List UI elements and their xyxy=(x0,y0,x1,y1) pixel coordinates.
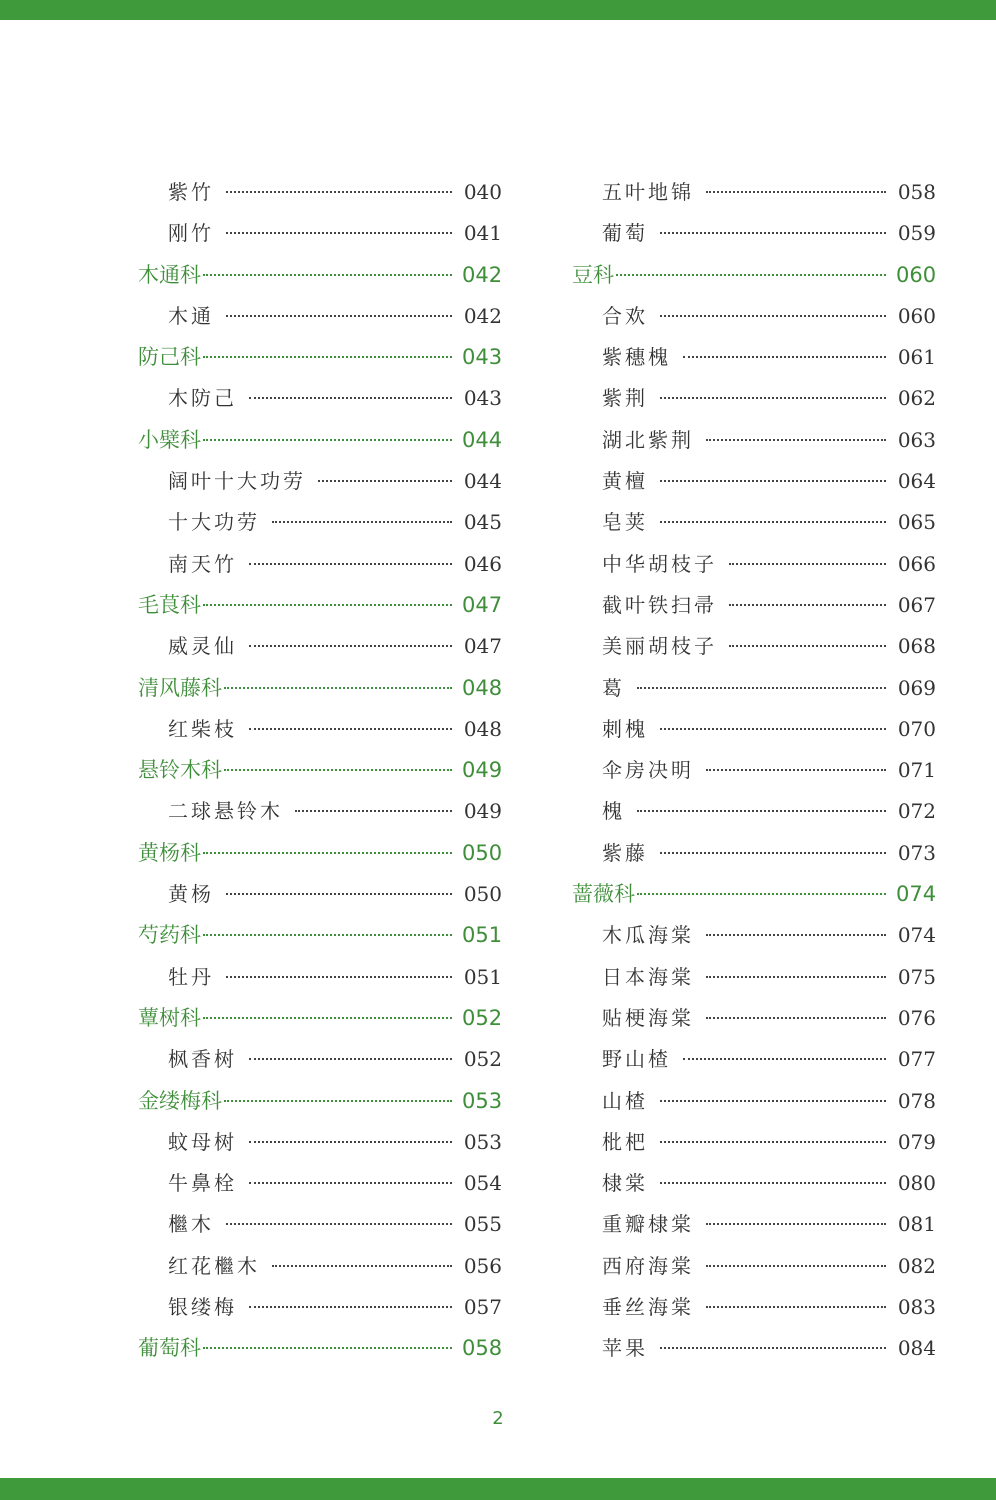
dot-leader xyxy=(203,934,452,936)
entry-page-number: 048 xyxy=(463,716,502,741)
toc-plant-entry[interactable] xyxy=(572,420,936,461)
dot-leader xyxy=(660,480,886,482)
entry-name: 清风藤科 xyxy=(138,675,222,700)
toc-plant-entry[interactable] xyxy=(138,1163,502,1204)
entry-page-number: 049 xyxy=(462,758,503,783)
toc-plant-entry[interactable] xyxy=(138,874,502,915)
toc-family-entry[interactable] xyxy=(138,1081,502,1122)
entry-name: 紫穗槐 xyxy=(602,345,671,370)
dot-leader xyxy=(203,1347,452,1349)
dot-leader xyxy=(706,934,886,936)
entry-page-number: 065 xyxy=(897,510,936,535)
entry-name: 截叶铁扫帚 xyxy=(602,592,717,617)
entry-page-number: 051 xyxy=(463,964,502,989)
dot-leader xyxy=(683,1058,886,1060)
toc-plant-entry[interactable] xyxy=(138,1039,502,1080)
toc-plant-entry[interactable] xyxy=(572,1204,936,1245)
entry-name: 牛鼻栓 xyxy=(168,1171,237,1196)
entry-name: 苹果 xyxy=(602,1336,648,1361)
toc-family-entry[interactable] xyxy=(138,998,502,1039)
top-green-bar xyxy=(0,0,996,20)
dot-leader xyxy=(660,521,886,523)
dot-leader xyxy=(224,769,452,771)
entry-page-number: 057 xyxy=(463,1295,502,1320)
entry-name: 芍药科 xyxy=(138,923,201,948)
entry-page-number: 079 xyxy=(897,1129,936,1154)
entry-name: 伞房决明 xyxy=(602,758,694,783)
entry-name: 檵木 xyxy=(168,1212,214,1237)
entry-name: 蔷薇科 xyxy=(572,882,635,907)
entry-page-number: 048 xyxy=(462,675,503,700)
entry-page-number: 076 xyxy=(897,1005,936,1030)
dot-leader xyxy=(729,604,886,606)
entry-page-number: 071 xyxy=(897,758,936,783)
entry-name: 黄杨 xyxy=(168,882,214,907)
entry-name: 枫香树 xyxy=(168,1047,237,1072)
dot-leader xyxy=(706,1223,886,1225)
toc-plant-entry[interactable] xyxy=(138,626,502,667)
entry-page-number: 041 xyxy=(463,221,502,246)
entry-name: 葛 xyxy=(602,675,625,700)
dot-leader xyxy=(272,1265,452,1267)
entry-page-number: 078 xyxy=(897,1088,936,1113)
dot-leader xyxy=(729,645,886,647)
entry-name: 重瓣棣棠 xyxy=(602,1212,694,1237)
toc-plant-entry[interactable] xyxy=(138,957,502,998)
entry-name: 蕈树科 xyxy=(138,1005,201,1030)
dot-leader xyxy=(729,563,886,565)
entry-name: 木防己 xyxy=(168,386,237,411)
dot-leader xyxy=(660,852,886,854)
toc-plant-entry[interactable] xyxy=(572,833,936,874)
entry-page-number: 081 xyxy=(897,1212,936,1237)
entry-page-number: 047 xyxy=(463,634,502,659)
dot-leader xyxy=(203,1017,452,1019)
dot-leader xyxy=(249,728,452,730)
toc-plant-entry[interactable] xyxy=(572,1039,936,1080)
dot-leader xyxy=(203,604,452,606)
toc-plant-entry[interactable] xyxy=(138,502,502,543)
dot-leader xyxy=(660,728,886,730)
entry-name: 皂荚 xyxy=(602,510,648,535)
toc-plant-entry[interactable] xyxy=(138,709,502,750)
dot-leader xyxy=(226,1223,452,1225)
toc-plant-entry[interactable] xyxy=(138,1204,502,1245)
dot-leader xyxy=(637,893,886,895)
entry-name: 槐 xyxy=(602,799,625,824)
dot-leader xyxy=(226,893,452,895)
entry-name: 悬铃木科 xyxy=(138,758,222,783)
entry-name: 金缕梅科 xyxy=(138,1088,222,1113)
dot-leader xyxy=(660,1182,886,1184)
entry-page-number: 051 xyxy=(462,923,503,948)
toc-family-entry[interactable] xyxy=(572,255,936,296)
entry-name: 威灵仙 xyxy=(168,634,237,659)
toc-plant-entry[interactable] xyxy=(572,585,936,626)
toc-plant-entry[interactable] xyxy=(138,213,502,254)
entry-name: 美丽胡枝子 xyxy=(602,634,717,659)
dot-leader xyxy=(660,1100,886,1102)
entry-page-number: 044 xyxy=(463,469,502,494)
entry-name: 枇杷 xyxy=(602,1129,648,1154)
dot-leader xyxy=(683,356,886,358)
toc-plant-entry[interactable] xyxy=(572,1328,936,1369)
toc-plant-entry[interactable] xyxy=(572,378,936,419)
toc-plant-entry[interactable] xyxy=(138,1287,502,1328)
entry-page-number: 084 xyxy=(897,1336,936,1361)
entry-page-number: 080 xyxy=(897,1171,936,1196)
entry-name: 十大功劳 xyxy=(168,510,260,535)
entry-name: 野山楂 xyxy=(602,1047,671,1072)
entry-page-number: 083 xyxy=(897,1295,936,1320)
entry-name: 棣棠 xyxy=(602,1171,648,1196)
entry-name: 刺槐 xyxy=(602,716,648,741)
entry-name: 二球悬铃木 xyxy=(168,799,283,824)
entry-page-number: 061 xyxy=(897,345,936,370)
entry-page-number: 052 xyxy=(463,1047,502,1072)
toc-family-entry[interactable] xyxy=(138,668,502,709)
toc-plant-entry[interactable] xyxy=(572,709,936,750)
entry-name: 蚊母树 xyxy=(168,1129,237,1154)
toc-plant-entry[interactable] xyxy=(138,461,502,502)
toc-plant-entry[interactable] xyxy=(572,544,936,585)
bottom-green-bar xyxy=(0,1478,996,1500)
dot-leader xyxy=(226,191,452,193)
toc-family-entry[interactable] xyxy=(138,915,502,956)
entry-page-number: 047 xyxy=(462,592,503,617)
entry-page-number: 052 xyxy=(462,1005,503,1030)
entry-page-number: 053 xyxy=(462,1088,503,1113)
dot-leader xyxy=(706,1265,886,1267)
entry-name: 南天竹 xyxy=(168,551,237,576)
page-number: 2 xyxy=(492,1408,504,1429)
entry-name: 木通科 xyxy=(138,262,201,287)
entry-name: 牡丹 xyxy=(168,964,214,989)
toc-plant-entry[interactable] xyxy=(572,998,936,1039)
toc-plant-entry[interactable] xyxy=(572,1081,936,1122)
entry-page-number: 050 xyxy=(463,882,502,907)
dot-leader xyxy=(203,852,452,854)
entry-page-number: 063 xyxy=(897,427,936,452)
toc-plant-entry[interactable] xyxy=(572,750,936,791)
toc-family-entry[interactable] xyxy=(138,585,502,626)
entry-page-number: 074 xyxy=(896,882,937,907)
toc-family-entry[interactable] xyxy=(138,1328,502,1369)
dot-leader xyxy=(249,1141,452,1143)
dot-leader xyxy=(203,274,452,276)
toc-plant-entry[interactable] xyxy=(572,337,936,378)
entry-name: 黄杨科 xyxy=(138,840,201,865)
entry-page-number: 082 xyxy=(897,1253,936,1278)
dot-leader xyxy=(706,191,886,193)
toc-plant-entry[interactable] xyxy=(138,1246,502,1287)
dot-leader xyxy=(203,439,452,441)
entry-name: 黄檀 xyxy=(602,469,648,494)
dot-leader xyxy=(249,645,452,647)
dot-leader xyxy=(660,1141,886,1143)
dot-leader xyxy=(272,521,452,523)
toc-plant-entry[interactable] xyxy=(572,461,936,502)
toc-plant-entry[interactable] xyxy=(572,915,936,956)
entry-page-number: 055 xyxy=(463,1212,502,1237)
entry-page-number: 043 xyxy=(462,345,503,370)
dot-leader xyxy=(706,1306,886,1308)
dot-leader xyxy=(226,315,452,317)
entry-name: 木通 xyxy=(168,303,214,328)
dot-leader xyxy=(706,439,886,441)
entry-page-number: 040 xyxy=(463,180,502,204)
entry-name: 豆科 xyxy=(572,262,614,287)
toc-plant-entry[interactable] xyxy=(572,957,936,998)
entry-name: 紫荆 xyxy=(602,386,648,411)
entry-name: 紫藤 xyxy=(602,840,648,865)
entry-page-number: 050 xyxy=(462,840,503,865)
entry-name: 贴梗海棠 xyxy=(602,1005,694,1030)
toc-right-column xyxy=(572,172,936,1370)
entry-name: 紫竹 xyxy=(168,180,214,204)
entry-page-number: 049 xyxy=(463,799,502,824)
toc-plant-entry[interactable] xyxy=(138,791,502,832)
dot-leader xyxy=(226,232,452,234)
entry-page-number: 073 xyxy=(897,840,936,865)
entry-page-number: 046 xyxy=(463,551,502,576)
entry-page-number: 072 xyxy=(897,799,936,824)
entry-page-number: 066 xyxy=(897,551,936,576)
entry-page-number: 058 xyxy=(897,180,936,204)
entry-page-number: 058 xyxy=(462,1336,503,1361)
dot-leader xyxy=(226,976,452,978)
toc-left-column xyxy=(138,172,502,1370)
entry-name: 红花檵木 xyxy=(168,1253,260,1278)
dot-leader xyxy=(249,1306,452,1308)
dot-leader xyxy=(249,1182,452,1184)
entry-name: 红柴枝 xyxy=(168,716,237,741)
entry-name: 葡萄 xyxy=(602,221,648,246)
entry-name: 日本海棠 xyxy=(602,964,694,989)
entry-page-number: 075 xyxy=(897,964,936,989)
entry-page-number: 070 xyxy=(897,716,936,741)
entry-page-number: 053 xyxy=(463,1129,502,1154)
entry-name: 毛茛科 xyxy=(138,592,201,617)
entry-name: 中华胡枝子 xyxy=(602,551,717,576)
toc-plant-entry[interactable] xyxy=(572,668,936,709)
entry-name: 西府海棠 xyxy=(602,1253,694,1278)
entry-page-number: 042 xyxy=(463,303,502,328)
dot-leader xyxy=(637,687,886,689)
toc-plant-entry[interactable] xyxy=(572,1287,936,1328)
dot-leader xyxy=(660,232,886,234)
toc-plant-entry[interactable] xyxy=(572,1122,936,1163)
dot-leader xyxy=(660,315,886,317)
entry-page-number: 060 xyxy=(896,262,937,287)
toc-family-entry[interactable] xyxy=(572,874,936,915)
entry-page-number: 064 xyxy=(897,469,936,494)
toc-plant-entry[interactable] xyxy=(572,626,936,667)
entry-page-number: 059 xyxy=(897,221,936,246)
toc-plant-entry[interactable] xyxy=(138,296,502,337)
entry-page-number: 043 xyxy=(463,386,502,411)
dot-leader xyxy=(660,397,886,399)
entry-name: 银缕梅 xyxy=(168,1295,237,1320)
entry-name: 刚竹 xyxy=(168,221,214,246)
entry-page-number: 077 xyxy=(897,1047,936,1072)
entry-name: 山楂 xyxy=(602,1088,648,1113)
toc-plant-entry[interactable] xyxy=(572,502,936,543)
entry-page-number: 074 xyxy=(897,923,936,948)
dot-leader xyxy=(249,563,452,565)
toc-plant-entry[interactable] xyxy=(572,296,936,337)
entry-page-number: 056 xyxy=(463,1253,502,1278)
entry-name: 葡萄科 xyxy=(138,1336,201,1361)
toc-plant-entry[interactable] xyxy=(572,791,936,832)
toc-plant-entry[interactable] xyxy=(138,1122,502,1163)
toc-plant-entry[interactable] xyxy=(138,172,502,213)
entry-name: 五叶地锦 xyxy=(602,180,694,204)
entry-name: 小檗科 xyxy=(138,427,201,452)
toc-family-entry[interactable] xyxy=(138,337,502,378)
dot-leader xyxy=(706,769,886,771)
entry-name: 木瓜海棠 xyxy=(602,923,694,948)
entry-name: 垂丝海棠 xyxy=(602,1295,694,1320)
entry-page-number: 044 xyxy=(462,427,503,452)
dot-leader xyxy=(224,687,452,689)
entry-page-number: 045 xyxy=(463,510,502,535)
dot-leader xyxy=(249,1058,452,1060)
entry-name: 阔叶十大功劳 xyxy=(168,469,306,494)
dot-leader xyxy=(318,480,452,482)
entry-name: 合欢 xyxy=(602,303,648,328)
toc-plant-entry[interactable] xyxy=(572,213,936,254)
entry-page-number: 054 xyxy=(463,1171,502,1196)
dot-leader xyxy=(706,976,886,978)
toc-family-entry[interactable] xyxy=(138,255,502,296)
toc-family-entry[interactable] xyxy=(138,420,502,461)
entry-page-number: 067 xyxy=(897,592,936,617)
entry-page-number: 042 xyxy=(462,262,503,287)
dot-leader xyxy=(616,274,886,276)
dot-leader xyxy=(295,810,452,812)
toc-plant-entry[interactable] xyxy=(572,1163,936,1204)
entry-page-number: 069 xyxy=(897,675,936,700)
toc-plant-entry[interactable] xyxy=(572,172,936,213)
entry-page-number: 062 xyxy=(897,386,936,411)
entry-page-number: 060 xyxy=(897,303,936,328)
dot-leader xyxy=(706,1017,886,1019)
toc-family-entry[interactable] xyxy=(138,833,502,874)
toc-plant-entry[interactable] xyxy=(138,544,502,585)
dot-leader xyxy=(224,1100,452,1102)
dot-leader xyxy=(249,397,452,399)
entry-name: 防己科 xyxy=(138,345,201,370)
entry-page-number: 068 xyxy=(897,634,936,659)
dot-leader xyxy=(203,356,452,358)
entry-name: 湖北紫荆 xyxy=(602,427,694,452)
dot-leader xyxy=(660,1347,886,1349)
toc-family-entry[interactable] xyxy=(138,750,502,791)
toc-plant-entry[interactable] xyxy=(138,378,502,419)
dot-leader xyxy=(637,810,886,812)
toc-plant-entry[interactable] xyxy=(572,1246,936,1287)
